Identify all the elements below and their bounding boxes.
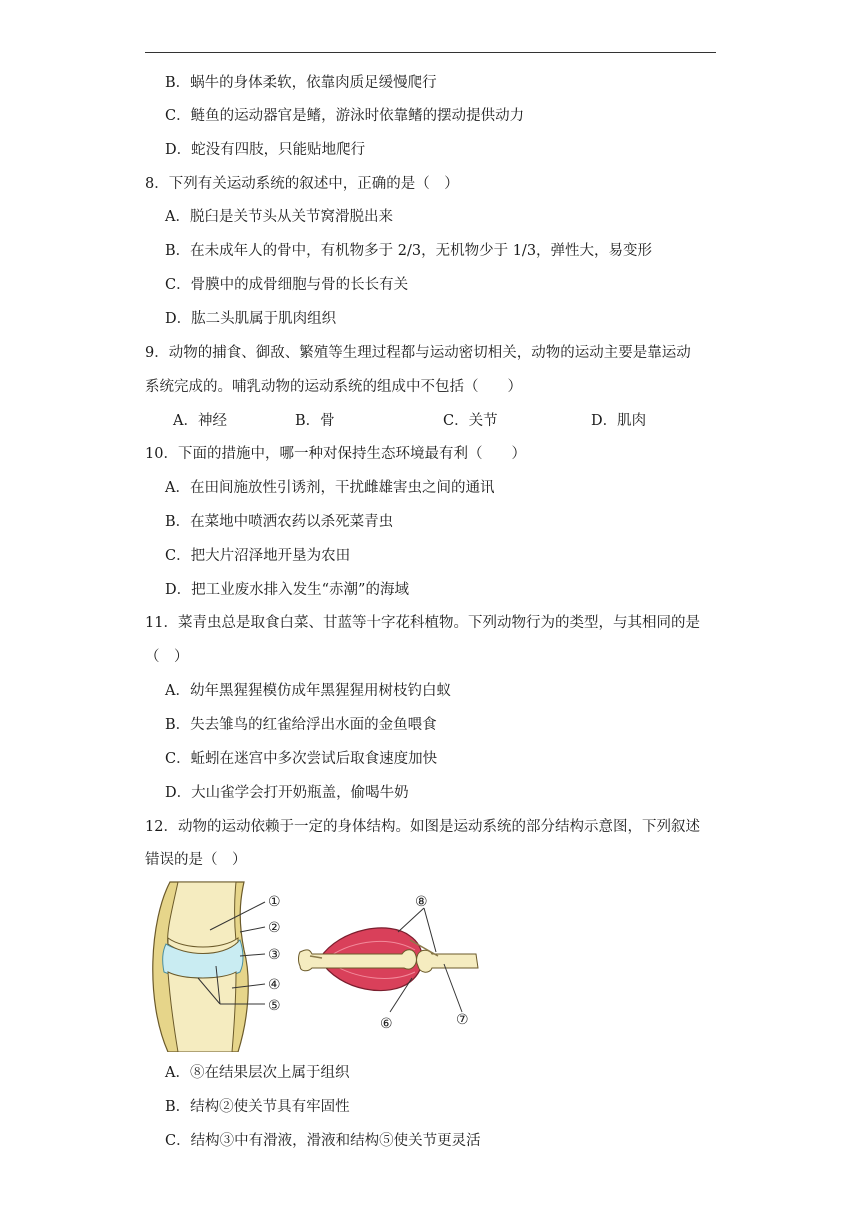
q11-stem-line1: 11．菜青虫总是取食白菜、甘蓝等十字花科植物。下列动物行为的类型，与其相同的是 (145, 615, 700, 631)
q8-stem: 8．下列有关运动系统的叙述中，正确的是（ ） (145, 176, 459, 192)
q8-option-c[interactable]: C．骨膜中的成骨细胞与骨的长长有关 (165, 277, 409, 293)
q8-option-d[interactable]: D．肱二头肌属于肌肉组织 (165, 311, 337, 327)
q12-stem-line1: 12．动物的运动依赖于一定的身体结构。如图是运动系统的部分结构示意图，下列叙述 (145, 819, 700, 835)
label-7: ⑦ (456, 1012, 469, 1028)
q10-option-b[interactable]: B．在菜地中喷洒农药以杀死菜青虫 (165, 514, 394, 530)
q8-option-b[interactable]: B．在未成年人的骨中，有机物多于 2/3，无机物少于 1/3，弹性大，易变形 (165, 243, 653, 259)
label-3: ③ (268, 947, 281, 963)
q11-option-d[interactable]: D．大山雀学会打开奶瓶盖，偷喝牛奶 (165, 785, 409, 801)
q9-option-a[interactable]: A．神经 (173, 413, 227, 429)
q12-option-a[interactable]: A．⑧在结果层次上属于组织 (165, 1065, 350, 1081)
q9-option-c[interactable]: C．关节 (443, 413, 498, 429)
label-5: ⑤ (268, 998, 281, 1014)
q11-stem-line2: （ ） (145, 649, 189, 665)
right-bone (417, 950, 479, 972)
lower-bone (168, 972, 236, 1052)
q9-stem-line1: 9．动物的捕食、御敌、繁殖等生理过程都与运动密切相关，动物的运动主要是靠运动 (145, 345, 691, 361)
label-4: ④ (268, 977, 281, 993)
label-8: ⑧ (415, 894, 428, 910)
label-6: ⑥ (380, 1016, 393, 1032)
joint-diagram-svg (140, 880, 490, 1052)
q7-option-c[interactable]: C．鲢鱼的运动器官是鳍，游泳时依靠鳍的摆动提供动力 (165, 108, 525, 124)
q9-option-b[interactable]: B．骨 (295, 413, 335, 429)
joint-muscle-diagram (140, 880, 490, 1052)
q7-option-b[interactable]: B．蜗牛的身体柔软，依靠肉质足缓慢爬行 (165, 75, 437, 91)
label-1: ① (268, 894, 281, 910)
q12-option-b[interactable]: B．结构②使关节具有牢固性 (165, 1099, 350, 1115)
q7-option-d[interactable]: D．蛇没有四肢，只能贴地爬行 (165, 142, 366, 158)
q11-option-a[interactable]: A．幼年黑猩猩模仿成年黑猩猩用树枝钓白蚁 (165, 683, 451, 699)
upper-bone (168, 882, 236, 949)
q8-option-a[interactable]: A．脱臼是关节头从关节窝滑脱出来 (165, 209, 393, 225)
header-rule (145, 52, 716, 53)
q10-stem: 10．下面的措施中，哪一种对保持生态环境最有利（ ） (145, 446, 526, 462)
q11-option-b[interactable]: B．失去雏鸟的红雀给浮出水面的金鱼喂食 (165, 717, 437, 733)
q11-option-c[interactable]: C．蚯蚓在迷宫中多次尝试后取食速度加快 (165, 751, 438, 767)
q10-option-a[interactable]: A．在田间施放性引诱剂，干扰雌雄害虫之间的通讯 (165, 480, 495, 496)
q9-stem-line2: 系统完成的。哺乳动物的运动系统的组成中不包括（ ） (145, 379, 522, 395)
q10-option-d[interactable]: D．把工业废水排入发生“赤潮”的海域 (165, 582, 409, 598)
q12-option-c[interactable]: C．结构③中有滑液，滑液和结构⑤使关节更灵活 (165, 1133, 481, 1149)
q9-option-d[interactable]: D．肌肉 (591, 413, 647, 429)
q10-option-c[interactable]: C．把大片沼泽地开垦为农田 (165, 548, 351, 564)
label-2: ② (268, 920, 281, 936)
q12-stem-line2: 错误的是（ ） (145, 852, 247, 868)
